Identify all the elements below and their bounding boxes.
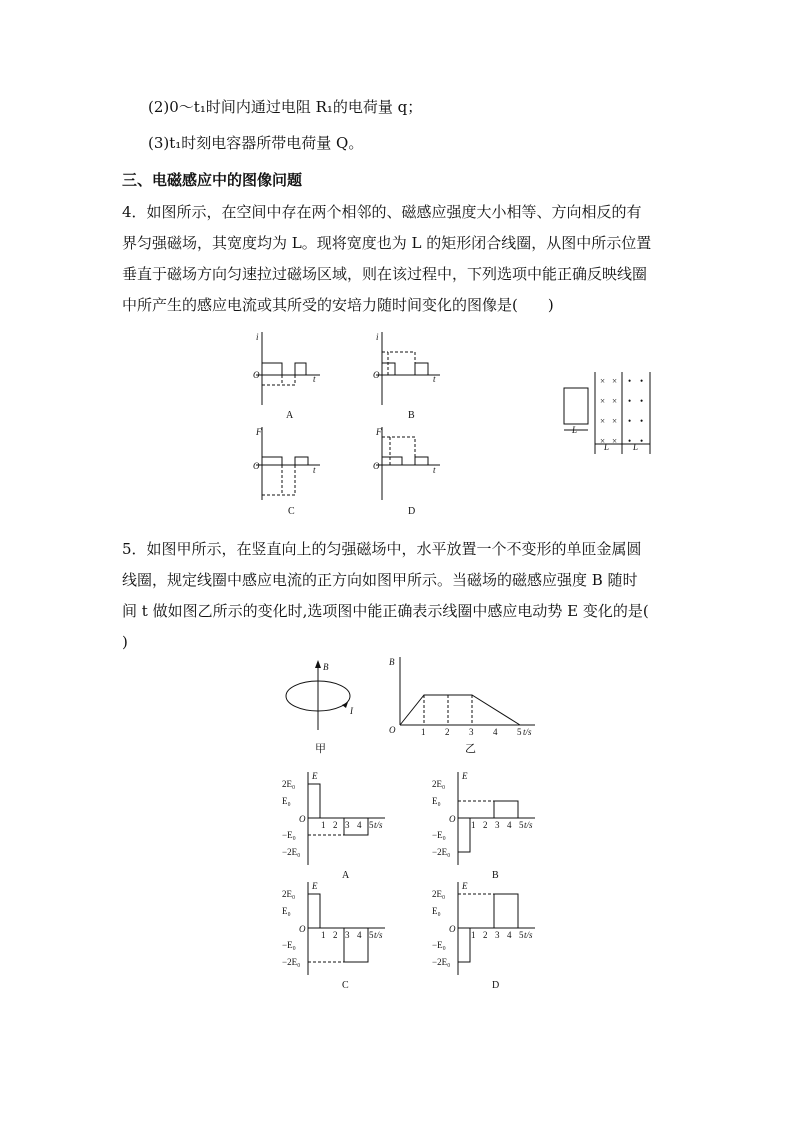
x-label: t	[433, 465, 436, 475]
x-label: t/s	[524, 930, 533, 940]
q5-e-graph-d	[430, 880, 540, 980]
q4-option-b: B	[408, 410, 415, 421]
x-tick-label: 2	[483, 930, 488, 940]
x-tick-label: 3	[345, 930, 350, 940]
pulse-1	[262, 457, 282, 465]
origin: O	[299, 814, 306, 824]
y-tick-label: −E₀	[282, 830, 296, 840]
y-label: i	[256, 332, 259, 342]
coil-rectangle	[564, 388, 588, 424]
origin: O	[373, 370, 380, 380]
y-tick-label: 2E₀	[432, 779, 446, 789]
y-tick-label: −E₀	[432, 830, 446, 840]
q4-graph-c	[250, 425, 330, 505]
pulse-3	[295, 363, 306, 375]
x-tick-label: 4	[357, 930, 362, 940]
emf-segment	[308, 784, 320, 818]
y-label: B	[389, 657, 395, 667]
dot-field	[628, 376, 643, 446]
q4-graph-a	[250, 330, 330, 410]
q4-option-d: D	[408, 506, 416, 517]
q5-coil-figure	[280, 660, 360, 740]
cross-symbol: ×	[612, 436, 618, 446]
y-label: i	[376, 332, 379, 342]
pulse-3	[415, 457, 428, 465]
field-arrow-head	[315, 660, 321, 668]
pulse-3	[415, 363, 428, 375]
x-label: t/s	[374, 930, 383, 940]
q4-line-1: 4．如图所示，在空间中存在两个相邻的、磁感应强度大小相等、方向相反的有	[122, 203, 642, 221]
origin: O	[389, 725, 396, 735]
x-tick-label: 2	[483, 820, 488, 830]
x-tick-label: 1	[471, 820, 476, 830]
y-tick-label: −2E₀	[282, 847, 301, 857]
y-tick-label: −2E₀	[282, 957, 301, 967]
x-label: t/s	[374, 820, 383, 830]
cross-symbol: ×	[600, 376, 606, 386]
x-tick-label: 5	[369, 930, 374, 940]
q5-b-graph	[385, 655, 555, 740]
dot-symbol: •	[628, 376, 632, 386]
fig-yi-label: 乙	[465, 743, 476, 755]
field-width-label-1: L	[604, 442, 610, 452]
cross-symbol: ×	[612, 416, 618, 426]
q4-line-2: 界匀强磁场，其宽度均为 L。现将宽度也为 L 的矩形闭合线圈，从图中所示位置	[122, 234, 652, 252]
q5-e-graph-a	[280, 770, 390, 870]
q4-option-c: C	[288, 506, 295, 517]
x-label: t	[313, 465, 316, 475]
x-tick-label: 4	[507, 820, 512, 830]
b-graph-ticks	[421, 727, 522, 737]
q5-line-1: 5．如图甲所示，在竖直向上的匀强磁场中，水平放置一个不变形的单匝金属圆	[122, 540, 642, 558]
y-tick-label: E₀	[432, 906, 441, 916]
origin: O	[253, 370, 260, 380]
coil-width-label: L	[572, 425, 578, 435]
cross-symbol: ×	[600, 396, 606, 406]
origin: O	[449, 814, 456, 824]
y-tick-label: 2E₀	[282, 889, 296, 899]
y-tick-label: −E₀	[432, 940, 446, 950]
y-tick-label: 2E₀	[282, 779, 296, 789]
origin: O	[373, 461, 380, 471]
x-label: t/s	[524, 820, 533, 830]
y-tick-label: −2E₀	[432, 957, 451, 967]
x-tick-label: 5	[519, 820, 524, 830]
q5-option-d: D	[492, 980, 500, 991]
q4-graph-b	[370, 330, 450, 410]
origin: O	[299, 924, 306, 934]
y-tick-label: −2E₀	[432, 847, 451, 857]
x-tick-label: 1	[321, 820, 326, 830]
q5-line-4: )	[122, 633, 128, 651]
pulse-2	[282, 465, 295, 495]
b-curve	[400, 695, 520, 725]
sub-question-2: (2)0～t₁时间内通过电阻 R₁的电荷量 q；	[148, 98, 423, 116]
emf-segment	[458, 818, 470, 852]
q5-option-b: B	[492, 870, 499, 881]
field-label: B	[323, 662, 329, 672]
field-width-label-2: L	[633, 442, 639, 452]
cross-symbol: ×	[600, 436, 606, 446]
q4-line-4: 中所产生的感应电流或其所受的安培力随时间变化的图像是( )	[122, 296, 554, 314]
x-label: t	[313, 374, 316, 384]
y-label: F	[376, 427, 382, 437]
x-tick-label: 3	[495, 820, 500, 830]
y-label: F	[256, 427, 262, 437]
q5-option-a: A	[342, 870, 350, 881]
cross-field	[600, 376, 617, 446]
pulse-2	[282, 375, 295, 385]
fig-jia-label: 甲	[315, 743, 326, 755]
pulse-1	[262, 363, 282, 375]
emf-segment	[494, 894, 518, 928]
origin: O	[449, 924, 456, 934]
q4-option-a: A	[286, 410, 294, 421]
y-tick-label: 2E₀	[432, 889, 446, 899]
emf-segment	[308, 894, 320, 928]
x-tick-label: 2	[333, 820, 338, 830]
q4-field-figure	[560, 372, 670, 462]
x-tick-label: 1	[421, 727, 426, 737]
x-label: t/s	[523, 727, 532, 737]
x-tick-label: 1	[471, 930, 476, 940]
x-tick-label: 5	[517, 727, 522, 737]
q5-line-3: 间 t 做如图乙所示的变化时,选项图中能正确表示线圈中感应电动势 E 变化的是(	[122, 602, 649, 620]
y-tick-label: E₀	[282, 796, 291, 806]
y-tick-label: −E₀	[282, 940, 296, 950]
q4-graph-d	[370, 425, 450, 505]
dot-symbol: •	[640, 416, 644, 426]
y-label: E	[462, 881, 468, 891]
q5-e-graph-c	[280, 880, 390, 980]
y-tick-label: E₀	[432, 796, 441, 806]
x-tick-label: 2	[333, 930, 338, 940]
x-tick-label: 2	[445, 727, 450, 737]
q4-line-3: 垂直于磁场方向匀速拉过磁场区域，则在该过程中，下列选项中能正确反映线圈	[122, 265, 648, 283]
q5-line-2: 线圈，规定线圈中感应电流的正方向如图甲所示。当磁场的磁感应强度 B 随时	[122, 571, 638, 589]
emf-segment	[494, 801, 518, 818]
y-label: E	[312, 771, 318, 781]
y-label: E	[462, 771, 468, 781]
cross-symbol: ×	[600, 416, 606, 426]
x-label: t	[433, 374, 436, 384]
y-label: E	[312, 881, 318, 891]
x-tick-label: 5	[519, 930, 524, 940]
x-tick-label: 3	[469, 727, 474, 737]
q5-e-graph-b	[430, 770, 540, 870]
cross-symbol: ×	[612, 396, 618, 406]
origin: O	[253, 461, 260, 471]
pulse-1	[382, 457, 402, 465]
x-tick-label: 4	[493, 727, 498, 737]
x-tick-label: 3	[345, 820, 350, 830]
dot-symbol: •	[628, 436, 632, 446]
x-tick-label: 4	[507, 930, 512, 940]
dot-symbol: •	[640, 436, 644, 446]
x-tick-label: 3	[495, 930, 500, 940]
dot-symbol: •	[628, 396, 632, 406]
x-tick-label: 4	[357, 820, 362, 830]
emf-segment	[458, 928, 470, 962]
current-direction-arrow	[342, 702, 348, 708]
section-title: 三、电磁感应中的图像问题	[122, 171, 303, 189]
dot-symbol: •	[640, 396, 644, 406]
x-tick-label: 1	[321, 930, 326, 940]
q5-option-c: C	[342, 980, 349, 991]
dot-symbol: •	[628, 416, 632, 426]
y-tick-label: E₀	[282, 906, 291, 916]
dot-symbol: •	[640, 376, 644, 386]
current-label: I	[350, 706, 353, 716]
x-tick-label: 5	[369, 820, 374, 830]
pulse-3	[295, 457, 308, 465]
b-guides	[424, 695, 472, 725]
cross-symbol: ×	[612, 376, 618, 386]
sub-question-3: (3)t₁时刻电容器所带电荷量 Q。	[148, 134, 364, 152]
